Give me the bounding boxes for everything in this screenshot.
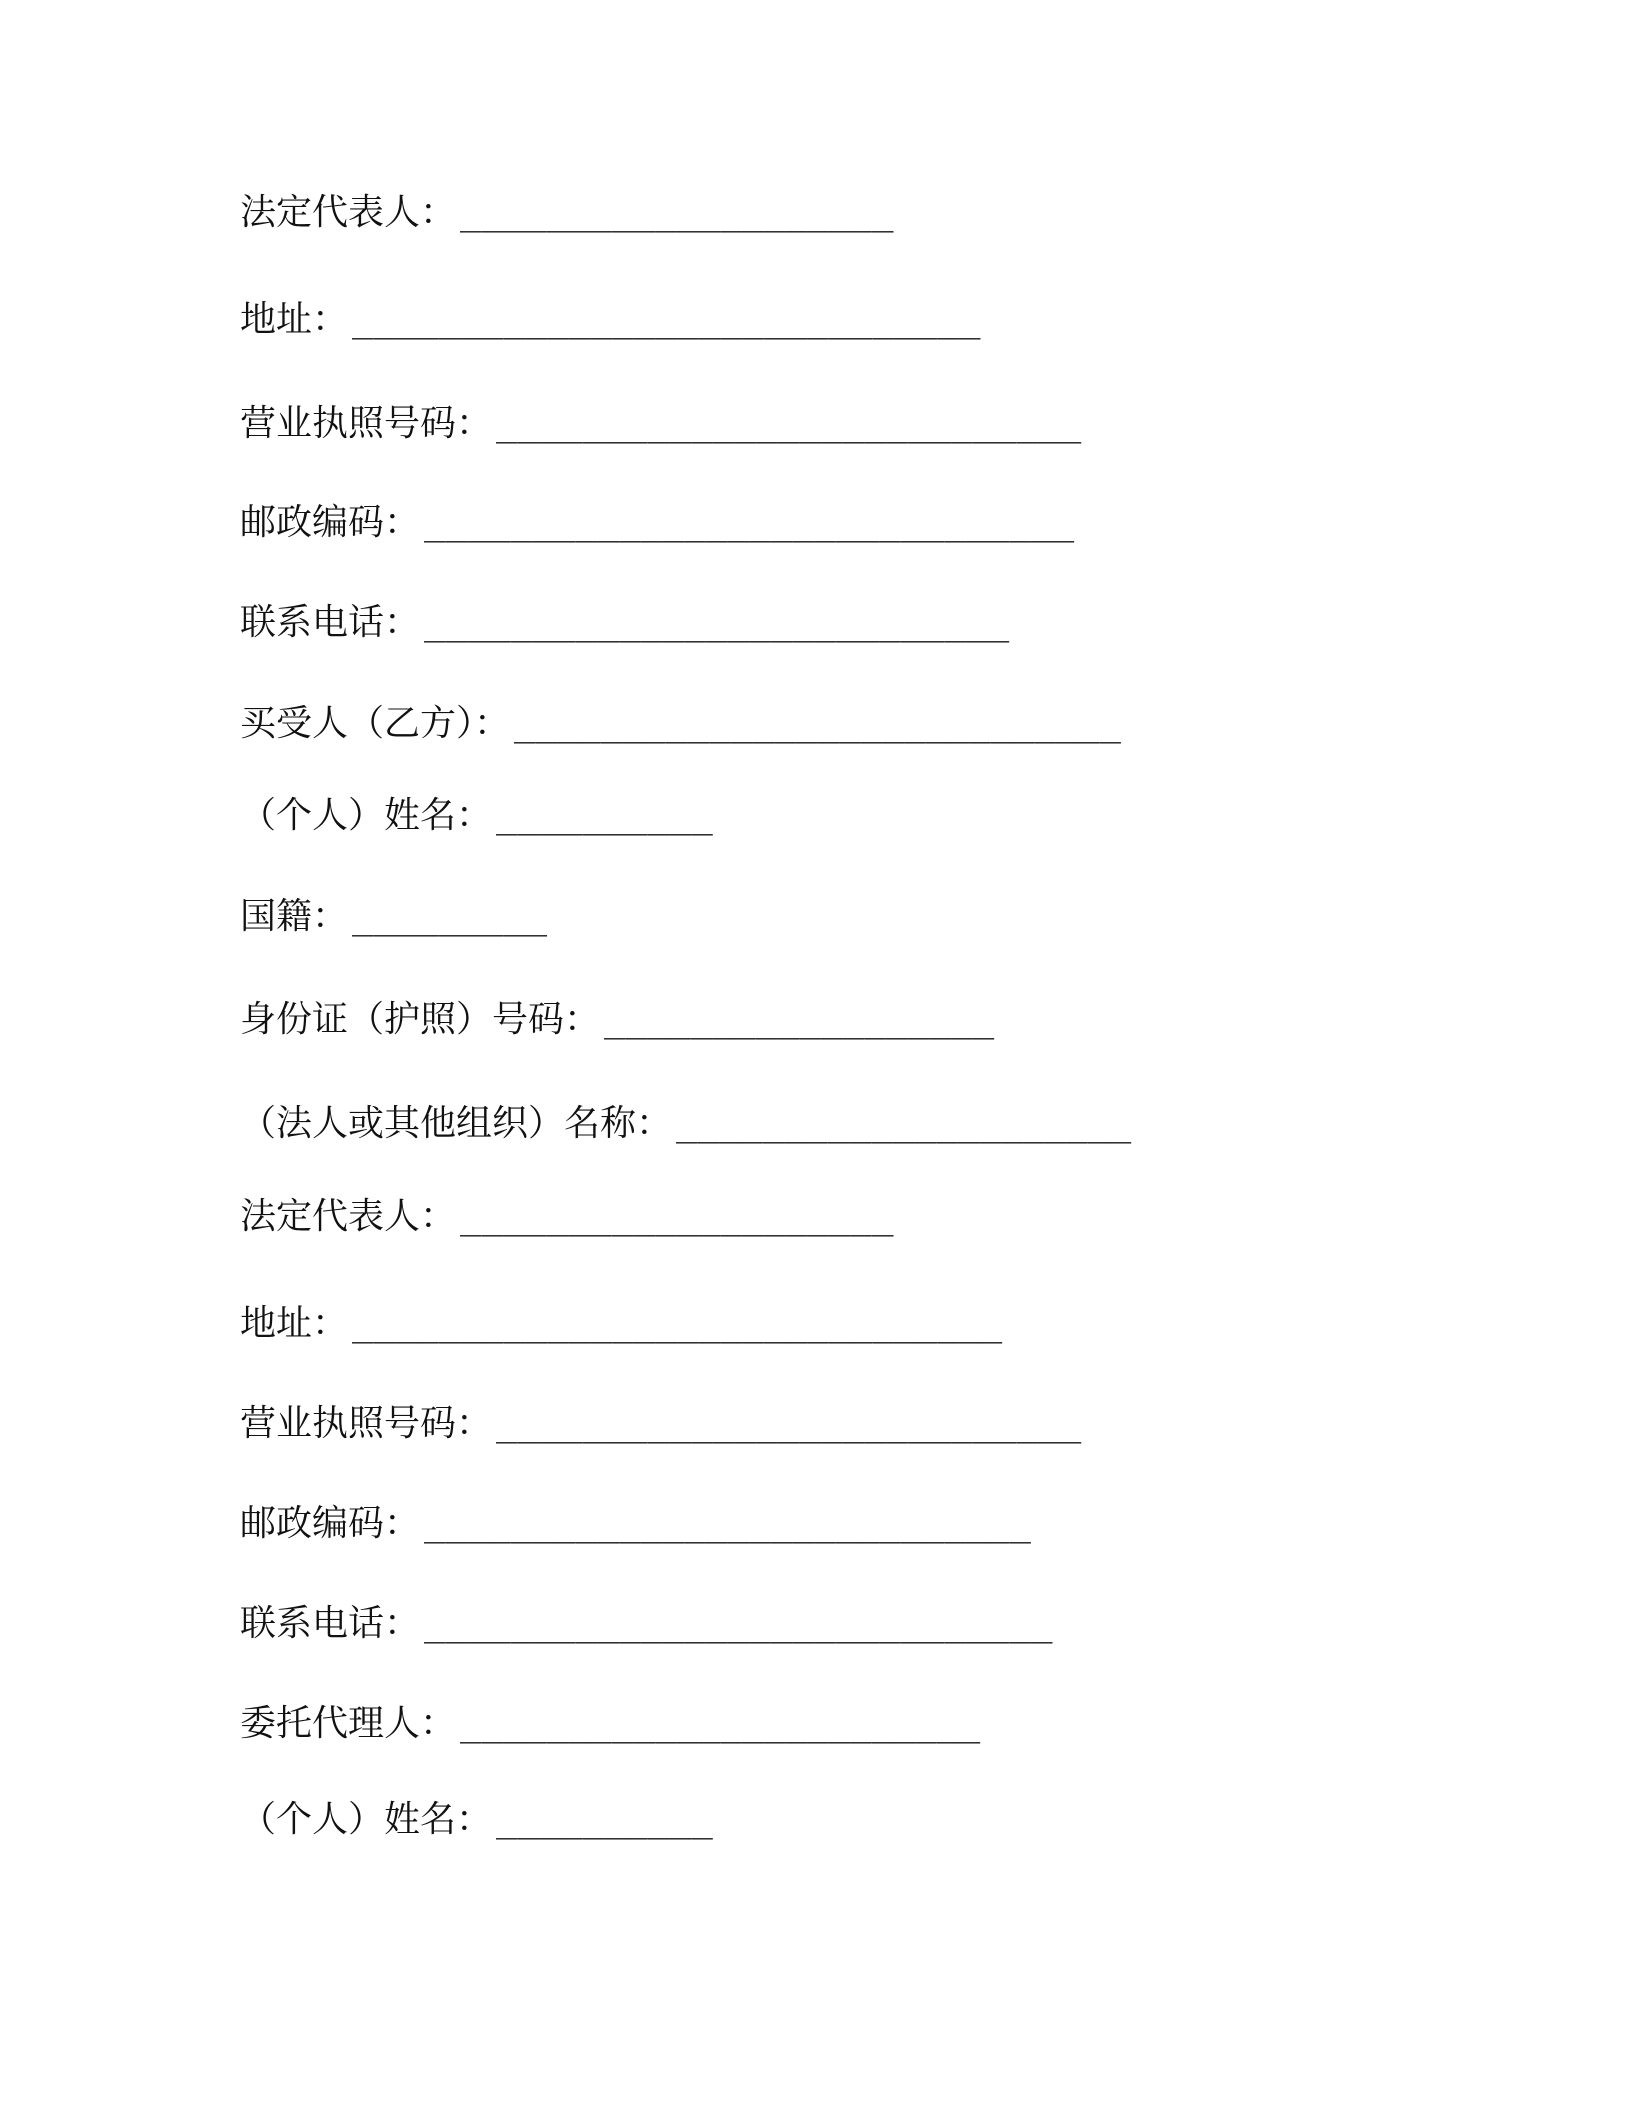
fill-in-blank: ___________________________: [496, 403, 1082, 444]
fill-in-blank: ______________________________: [352, 1303, 1003, 1344]
fill-in-blank: ____________________________: [514, 703, 1121, 744]
field-label: 联系电话：: [240, 1603, 421, 1644]
buyer-organization-name-field: [240, 1100, 1131, 1148]
fill-in-blank: ____________________: [460, 192, 894, 233]
field-label: 邮政编码：: [240, 1503, 421, 1544]
buyer-address-field: [240, 1300, 1002, 1348]
buyer-individual-name-field: [240, 792, 713, 840]
field-label: 联系电话：: [240, 602, 421, 643]
field-label: 法定代表人：: [240, 1196, 457, 1237]
agent-individual-name-field: [240, 1796, 713, 1844]
fill-in-blank: __________________: [604, 999, 995, 1040]
seller-postal-code-field: [240, 499, 1074, 547]
field-label: （法人或其他组织）名称：: [240, 1103, 673, 1144]
fill-in-blank: ______________________________: [424, 502, 1075, 543]
field-label: 营业执照号码：: [240, 1403, 493, 1444]
field-label: （个人）姓名：: [240, 795, 493, 836]
field-label: 买受人（乙方）：: [240, 703, 511, 744]
buyer-nationality-field: [240, 893, 547, 941]
fill-in-blank: __________: [496, 795, 713, 836]
field-label: 地址：: [240, 1303, 349, 1344]
fill-in-blank: ________________________: [460, 1703, 981, 1744]
buyer-phone-field: [240, 1600, 1053, 1648]
field-label: 国籍：: [240, 896, 349, 937]
field-label: 委托代理人：: [240, 1703, 457, 1744]
authorized-agent-field: [240, 1700, 980, 1748]
field-label: 营业执照号码：: [240, 403, 493, 444]
buyer-postal-code-field: [240, 1500, 1031, 1548]
field-label: 邮政编码：: [240, 502, 421, 543]
buyer-id-passport-field: [240, 996, 994, 1044]
seller-address-field: [240, 296, 981, 344]
fill-in-blank: _____________________: [676, 1103, 1132, 1144]
field-label: 身份证（护照）号码：: [240, 999, 601, 1040]
fill-in-blank: _____________________________: [352, 299, 981, 340]
buyer-legal-representative-field: [240, 1193, 894, 1241]
fill-in-blank: ___________________________: [424, 602, 1010, 643]
fill-in-blank: __________: [496, 1799, 713, 1840]
buyer-business-license-field: [240, 1400, 1081, 1448]
seller-business-license-field: [240, 400, 1081, 448]
fill-in-blank: ___________________________: [496, 1403, 1082, 1444]
fill-in-blank: ____________________: [460, 1196, 894, 1237]
fill-in-blank: ____________________________: [424, 1503, 1031, 1544]
field-label: 地址：: [240, 299, 349, 340]
buyer-party-b-field: [240, 700, 1121, 748]
seller-legal-representative-field: [240, 189, 894, 237]
seller-phone-field: [240, 599, 1009, 647]
fill-in-blank: _________: [352, 896, 548, 937]
field-label: （个人）姓名：: [240, 1799, 493, 1840]
fill-in-blank: _____________________________: [424, 1603, 1053, 1644]
field-label: 法定代表人：: [240, 192, 457, 233]
